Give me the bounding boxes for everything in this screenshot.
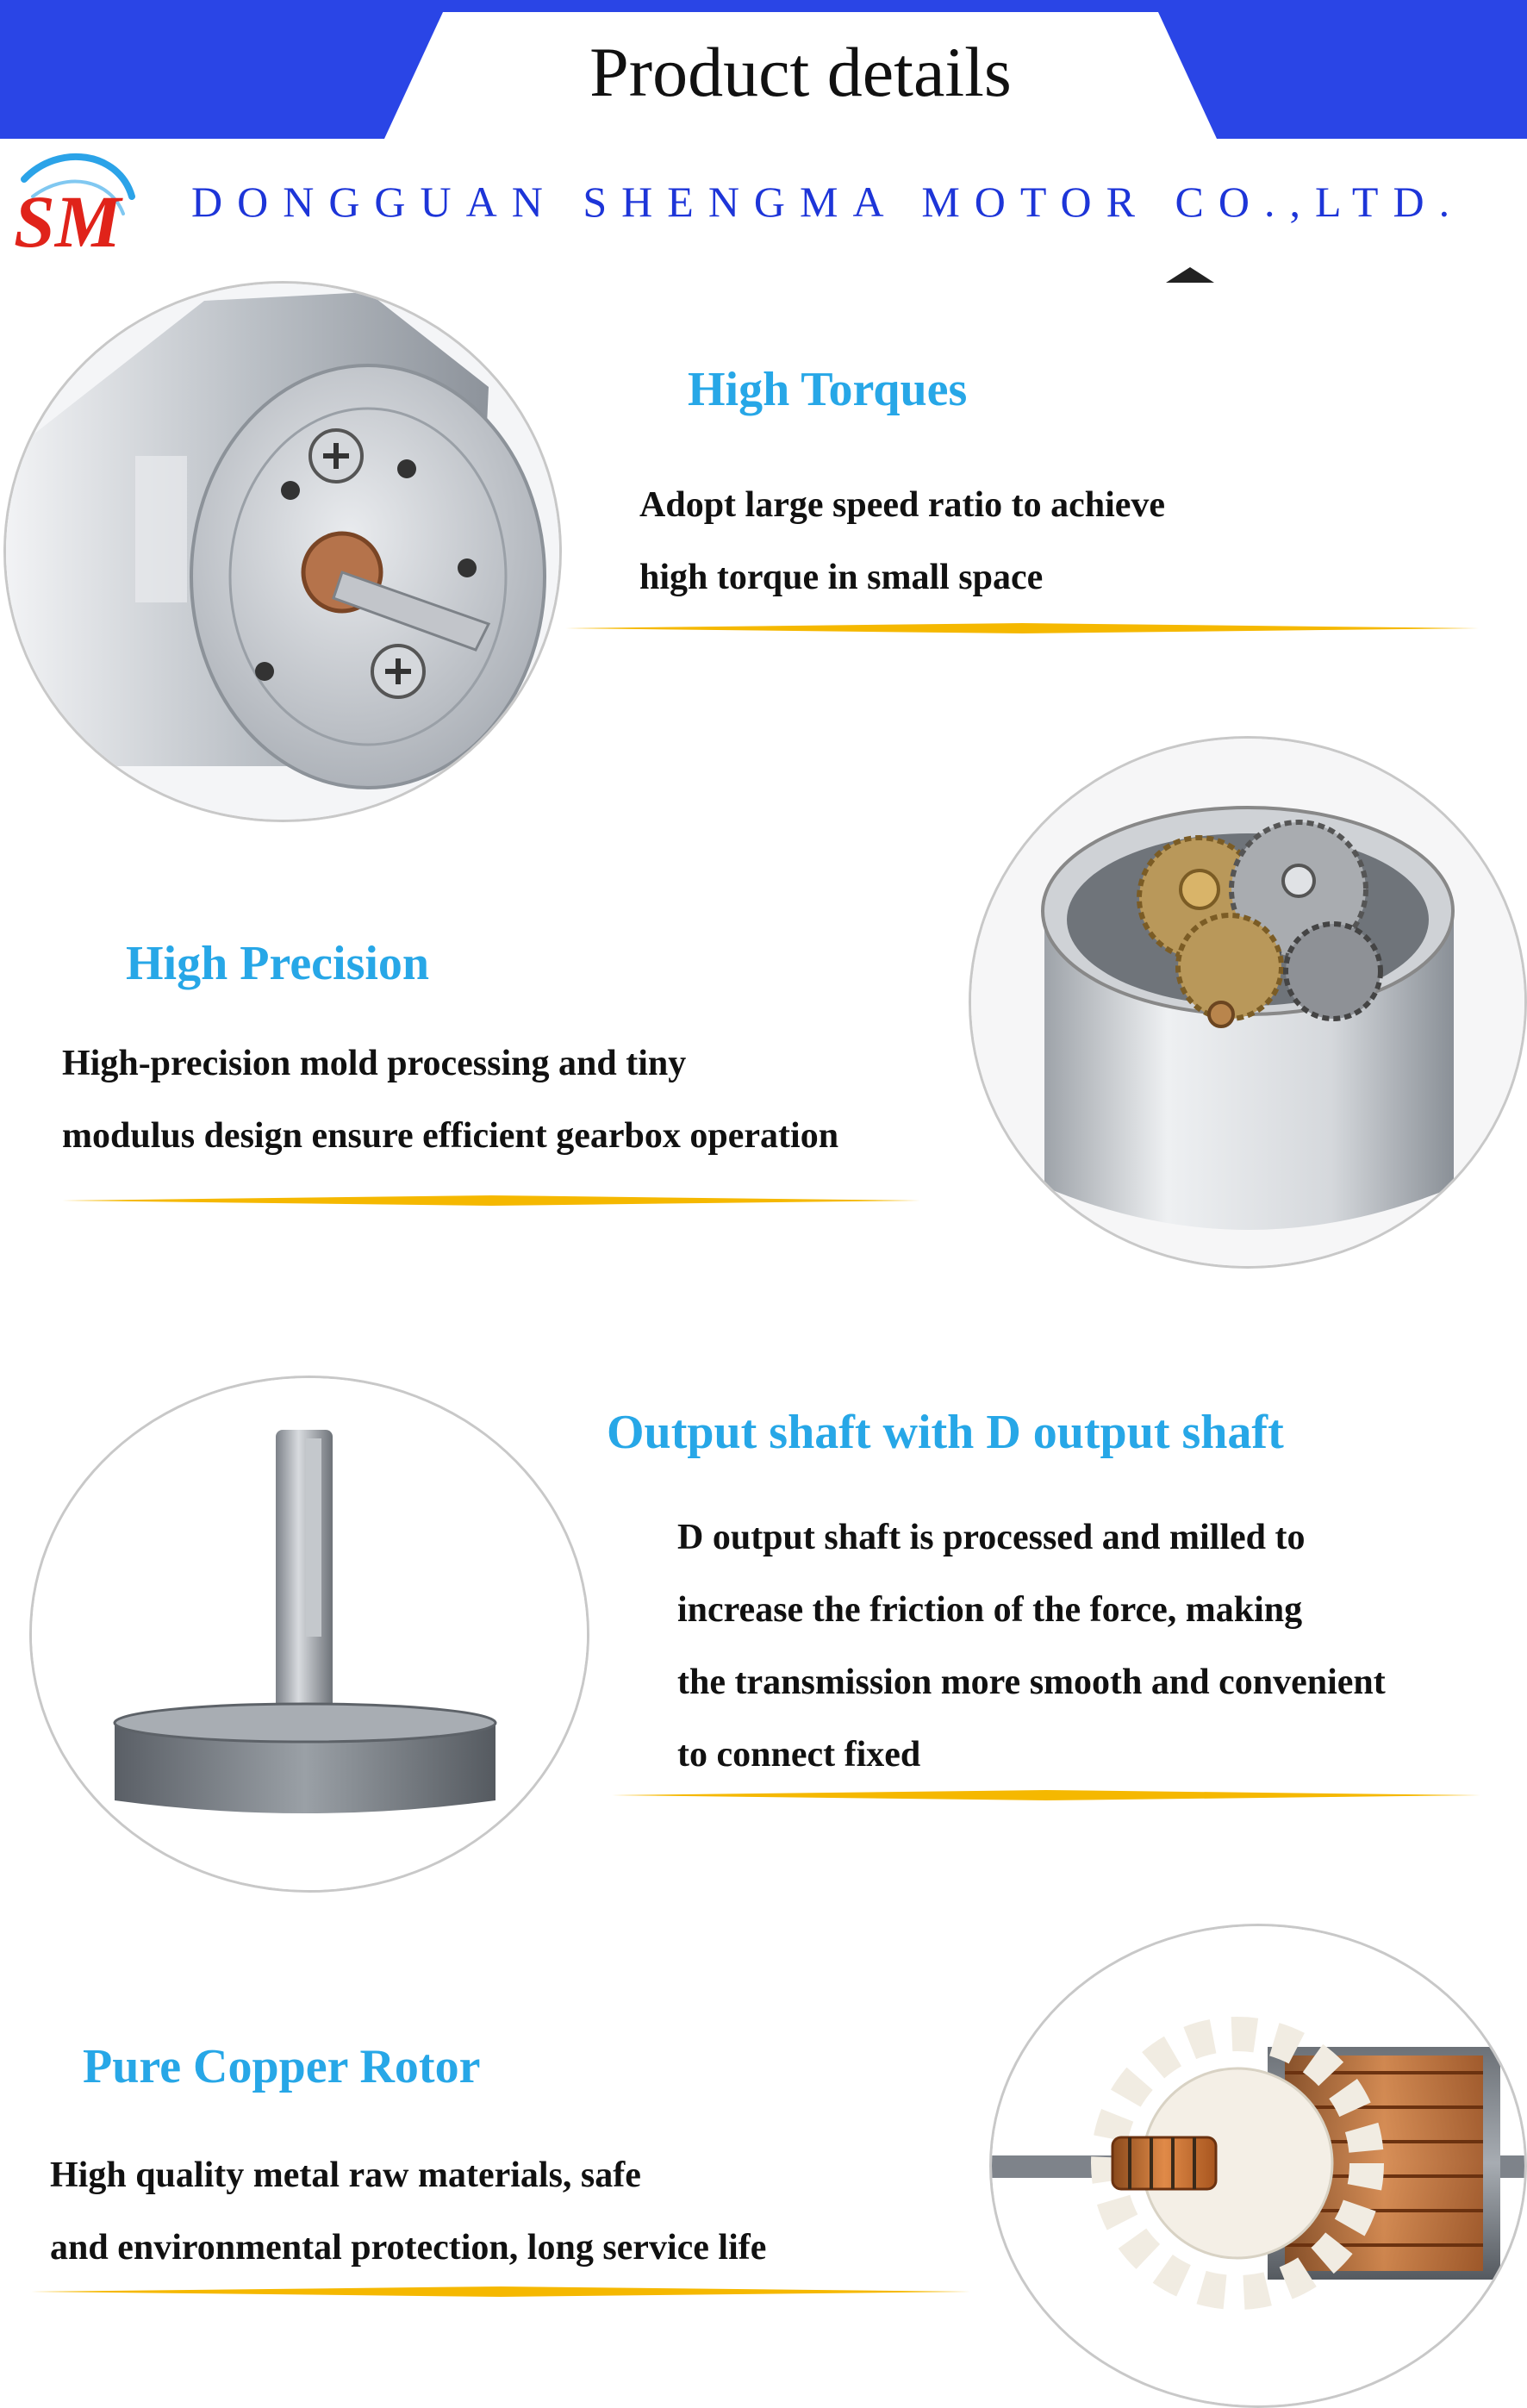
logo-lettering: SM (14, 180, 122, 263)
copper-rotor-photo (989, 1924, 1527, 2408)
feature-line: Adopt large speed ratio to achieve (639, 485, 1166, 525)
feature-line: and environmental protection, long service life (50, 2228, 767, 2268)
company-name: DONGGUAN SHENGMA MOTOR CO.,LTD. (191, 178, 1465, 226)
company-logo (7, 145, 143, 274)
gearbox-internal-photo (969, 736, 1527, 1269)
gear-motor-front-illustration (6, 284, 559, 820)
copper-rotor-illustration (992, 1926, 1524, 2405)
feature-line: High-precision mold processing and tiny (62, 1044, 687, 1083)
divider-line (31, 2286, 970, 2298)
feature-title-high-torques: High Torques (688, 363, 968, 416)
feature-line: high torque in small space (639, 558, 1044, 597)
gearbox-internal-illustration (971, 739, 1524, 1266)
divider-line (612, 1789, 1480, 1801)
output-shaft-photo (29, 1376, 589, 1893)
feature-title-pure-copper-rotor: Pure Copper Rotor (83, 2040, 481, 2093)
divider-line (565, 622, 1479, 634)
caret-icon (1166, 267, 1214, 283)
gear-motor-front-photo (3, 281, 562, 822)
feature-line: the transmission more smooth and convenient (677, 1663, 1386, 1702)
feature-line: High quality metal raw materials, safe (50, 2155, 641, 2195)
feature-title-output-shaft: Output shaft with D output shaft (607, 1406, 1284, 1459)
feature-line: modulus design ensure efficient gearbox operation (62, 1116, 839, 1156)
feature-line: D output shaft is processed and milled to (677, 1518, 1306, 1557)
page-title: Product details (589, 33, 1012, 111)
divider-line (62, 1195, 920, 1207)
feature-line: increase the friction of the force, making (677, 1590, 1303, 1630)
feature-line: to connect fixed (677, 1735, 921, 1775)
feature-title-high-precision: High Precision (126, 937, 430, 990)
output-shaft-illustration (32, 1378, 587, 1890)
